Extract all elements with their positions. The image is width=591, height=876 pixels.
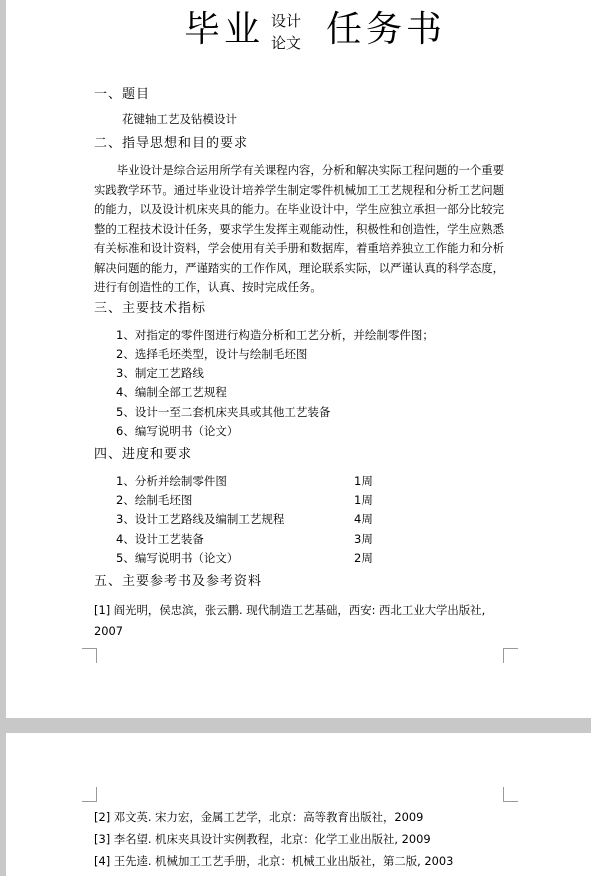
- schedule-time: 1周: [354, 493, 373, 507]
- title-stack-top: 设计: [271, 12, 302, 30]
- section-heading-tech-specs: 三、主要技术指标: [94, 301, 207, 316]
- schedule-task: 4、设计工艺装备: [116, 532, 204, 546]
- title-right: 任务书: [326, 9, 447, 50]
- crop-mark-bottom-left: [82, 648, 97, 663]
- schedule-task: 2、绘制毛坯图: [116, 493, 193, 507]
- guidance-paragraph: 毕业设计是综合运用所学有关课程内容，分析和解决实际工程问题的一个重要实践教学环节。通过毕业设计培养学生制定零件机械加工工艺规程和分析工艺问题的能力，以及设计机床夹具的能力。在毕业设计中，学生应独立承担一部分比较完整的工程技术设计任务，要求学生发挥主观能动性，积极性和创造性，学生应熟悉有关标准和设计资料，学会使用有关手册和数据库，着重培养独立工作能力和分析解决问题的能力，严谨踏实的工作作风，理论联系实际，以严谨认真的科学态度，进行有创造性的工作，认真、按时完成任务。: [94, 163, 505, 294]
- reference-item: [1] 阎光明，侯忠滨，张云鹏. 现代制造工艺基础，西安: 西北工业大学出版社, 2007: [94, 603, 486, 638]
- section-heading-guidance: 二、指导思想和目的要求: [94, 136, 249, 151]
- spec-item: 3、制定工艺路线: [116, 366, 204, 380]
- reference-item: [2] 邓文英. 宋力宏，金属工艺学，北京：高等教育出版社，2009: [94, 810, 424, 824]
- section-heading-references: 五、主要参考书及参考资料: [94, 574, 263, 589]
- crop-mark-top-right: [503, 787, 518, 802]
- schedule-time: 2周: [354, 551, 373, 565]
- spec-item: 2、选择毛坯类型，设计与绘制毛坯图: [116, 347, 308, 361]
- schedule-task: 3、设计工艺路线及编制工艺规程: [116, 512, 285, 526]
- schedule-task: 5、编写说明书（论文）: [116, 551, 239, 565]
- schedule-time: 1周: [354, 474, 373, 488]
- document-page-1: [6, 0, 591, 718]
- crop-mark-bottom-right: [503, 648, 518, 663]
- spec-item: 5、设计一至二套机床夹具或其他工艺装备: [116, 405, 331, 419]
- crop-mark-top-left: [82, 787, 97, 802]
- schedule-time: 3周: [354, 532, 373, 546]
- document-title: [6, 4, 591, 54]
- reference-item: [3] 李名望. 机床夹具设计实例教程，北京：化学工业出版社, 2009: [94, 832, 431, 846]
- topic-text: 花键轴工艺及钻模设计: [122, 112, 237, 126]
- spec-item: 6、编写说明书（论文）: [116, 424, 239, 438]
- section-heading-topic: 一、题目: [94, 87, 151, 102]
- section-heading-schedule: 四、进度和要求: [94, 447, 193, 462]
- spec-item: 1、对指定的零件图进行构造分析和工艺分析，并绘制零件图；: [116, 328, 434, 342]
- title-left: 毕业: [184, 9, 265, 50]
- title-stack-bottom: 论文: [271, 34, 302, 52]
- document-page-2: [6, 733, 591, 876]
- spec-item: 4、编制全部工艺规程: [116, 385, 227, 399]
- reference-item: [4] 王先逵. 机械加工工艺手册，北京：机械工业出版社，第二版, 2003: [94, 854, 454, 868]
- schedule-time: 4周: [354, 512, 373, 526]
- schedule-task: 1、分析并绘制零件图: [116, 474, 227, 488]
